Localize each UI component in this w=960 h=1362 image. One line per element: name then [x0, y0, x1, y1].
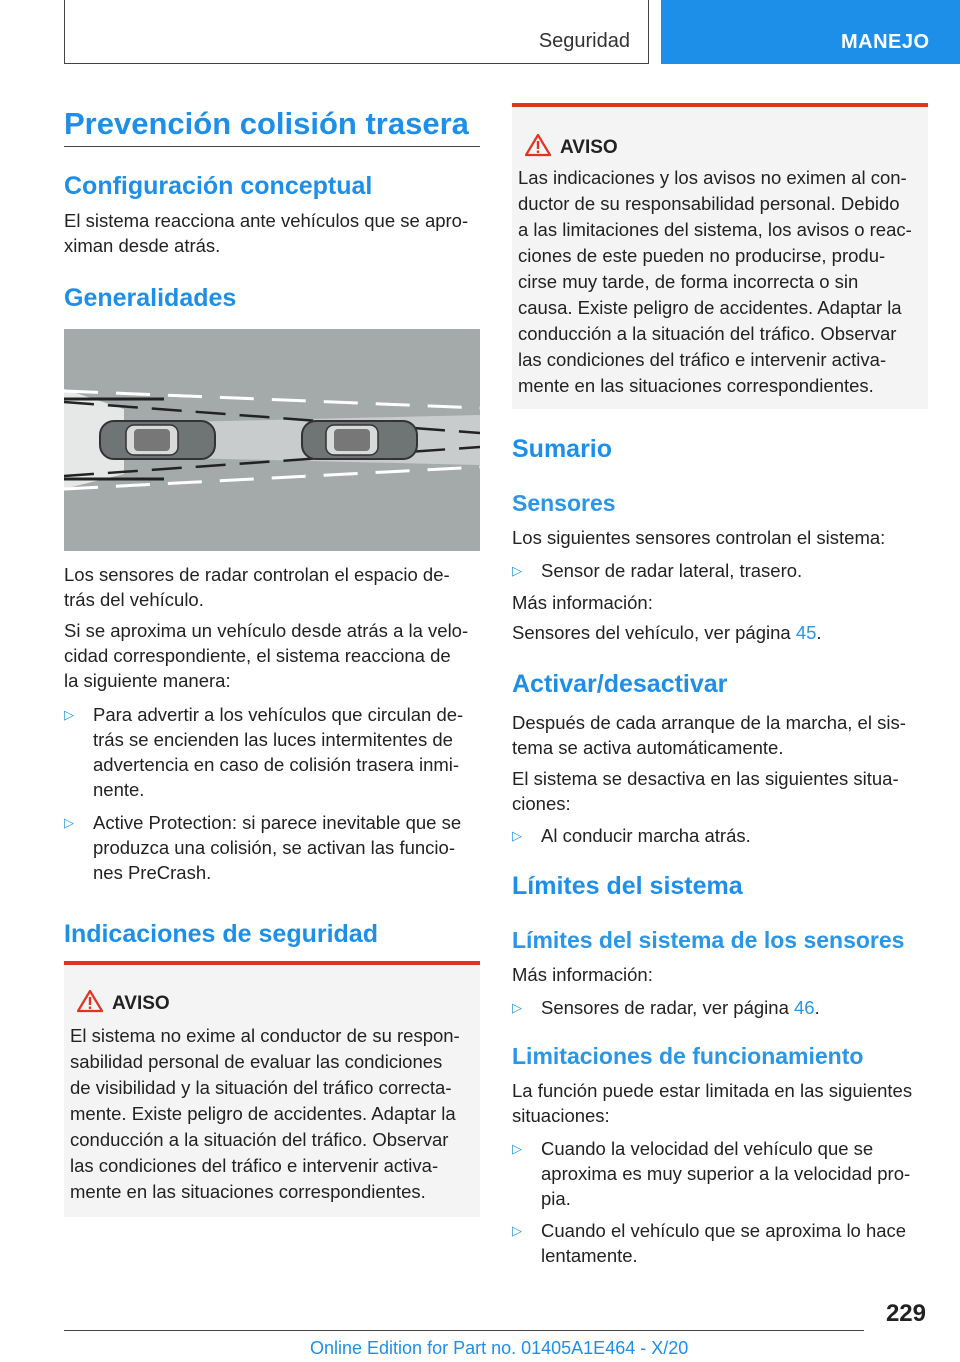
warning-title: AVISO: [560, 137, 618, 158]
list-item-line: pia.: [541, 1188, 571, 1209]
title-rule: [64, 146, 480, 147]
heading-summary: Sumario: [512, 435, 613, 463]
limits-more: Más información:: [512, 964, 653, 985]
list-item-line: Para advertir a los vehículos que circulan de-: [93, 704, 464, 725]
warning-line: ductor de su responsabilidad personal. Debido: [518, 193, 900, 214]
warning-line: causa. Existe peligro de accidentes. Adaptar la: [518, 297, 902, 318]
heading-safety: Indicaciones de seguridad: [64, 920, 378, 948]
radar-illustration: [64, 329, 480, 551]
concept-line-1: El sistema reacciona ante vehículos que se apro-: [64, 210, 469, 231]
reference-text: Sensores de radar, ver página: [541, 997, 794, 1018]
warning-line: mente en las situaciones correspondientes.: [518, 375, 874, 396]
activate-p2-line-1: El sistema se desactiva en las siguientes situa-: [512, 768, 899, 789]
warning-line: mente en las situaciones correspondientes.: [70, 1181, 426, 1202]
list-item-line: Cuando el vehículo que se aproxima lo hace: [541, 1220, 907, 1241]
bullet-triangle-icon: ▷: [512, 1141, 522, 1156]
header-tab-manejo[interactable]: MANEJO: [661, 0, 960, 64]
radar-illustration-svg: [64, 329, 480, 551]
warning-title: AVISO: [112, 993, 170, 1014]
list-item-line: Active Protection: si parece inevitable que se: [93, 812, 462, 833]
warning-line: Las indicaciones y los avisos no eximen al con-: [518, 167, 907, 188]
warning-line: ciones de este pueden no producirse, produ-: [518, 245, 886, 266]
list-item-line: Al conducir marcha atrás.: [541, 825, 751, 846]
list-item-line: nes PreCrash.: [93, 862, 212, 883]
warning-line: cirse muy tarde, de forma incorrecta o sin: [518, 271, 859, 292]
para2-line-2: cidad correspondiente, el sistema reacciona de: [64, 645, 451, 666]
warning-triangle-icon: [524, 133, 552, 157]
warning-line: las condiciones del tráfico e intervenir activa-: [70, 1155, 439, 1176]
heading-sensors: Sensores: [512, 490, 616, 516]
list-item-line: Sensor de radar lateral, trasero.: [541, 560, 803, 581]
warning-line: conducción a la situación del tráfico. Observar: [518, 323, 897, 344]
warning-line: sabilidad personal de evaluar las condiciones: [70, 1051, 443, 1072]
page-title: Prevención colisión trasera: [64, 106, 469, 141]
bullet-triangle-icon: ▷: [512, 1000, 522, 1015]
footer-edition: Online Edition for Part no. 01405A1E464 - X/20: [310, 1338, 689, 1358]
sensors-reference: [512, 620, 822, 646]
para2-line-1: Si se aproxima un vehículo desde atrás a la velo-: [64, 620, 469, 641]
page-link-46[interactable]: 46: [794, 997, 815, 1018]
list-item-line: Cuando la velocidad del vehículo que se: [541, 1138, 874, 1159]
activate-p1-line-2: tema se activa automáticamente.: [512, 737, 784, 758]
warning-box-left: [64, 961, 480, 1217]
rear-car: [100, 421, 215, 459]
heading-activate: Activar/desactivar: [512, 670, 728, 698]
limits-p-line-2: situaciones:: [512, 1105, 610, 1126]
list-item-line: nente.: [93, 779, 145, 800]
warning-line: El sistema no exime al conductor de su respon-: [70, 1025, 460, 1046]
para1-line-1: Los sensores de radar controlan el espacio de-: [64, 564, 450, 585]
reference-end: .: [816, 622, 822, 643]
footer-rule: [64, 1330, 864, 1331]
sensors-more: Más información:: [512, 592, 653, 613]
warning-line: conducción a la situación del tráfico. Observar: [70, 1129, 449, 1150]
heading-limits: Límites del sistema: [512, 872, 743, 900]
list-item-line: aproxima es muy superior a la velocidad pro-: [541, 1163, 911, 1184]
heading-function-limits: Limitaciones de funcionamiento: [512, 1043, 864, 1069]
reference-end: .: [814, 997, 820, 1018]
list-item-line: advertencia en caso de colisión trasera inmi-: [93, 754, 460, 775]
activate-p2-line-2: ciones:: [512, 793, 571, 814]
list-item-line: trás se encienden las luces intermitentes de: [93, 729, 453, 750]
warning-line: a las limitaciones del sistema, los avisos o reac-: [518, 219, 912, 240]
list-item-line: lentamente.: [541, 1245, 638, 1266]
heading-concept: Configuración conceptual: [64, 172, 373, 200]
bullet-triangle-icon: ▷: [64, 707, 74, 722]
bullet-triangle-icon: ▷: [64, 815, 74, 830]
warning-triangle-icon: [76, 989, 104, 1013]
approaching-car: [302, 421, 417, 459]
bullet-triangle-icon: ▷: [512, 828, 522, 843]
limits-p-line-1: La función puede estar limitada en las siguientes: [512, 1080, 913, 1101]
header-section: Seguridad: [538, 30, 630, 52]
list-item-line: produzca una colisión, se activan las funcio-: [93, 837, 455, 858]
concept-line-2: ximan desde atrás.: [64, 235, 221, 256]
warning-line: mente. Existe peligro de accidentes. Adaptar la: [70, 1103, 456, 1124]
bullet-triangle-icon: ▷: [512, 563, 522, 578]
heading-sensor-limits: Límites del sistema de los sensores: [512, 927, 905, 953]
page-link-45[interactable]: 45: [795, 622, 817, 643]
para2-line-3: la siguiente manera:: [64, 670, 231, 691]
bullet-triangle-icon: ▷: [512, 1223, 522, 1238]
warning-line: de visibilidad y la situación del tráfico correcta-: [70, 1077, 452, 1098]
warning-line: las condiciones del tráfico e intervenir activa-: [518, 349, 887, 370]
list-item-line: [541, 995, 820, 1021]
activate-p1-line-1: Después de cada arranque de la marcha, el sis-: [512, 712, 906, 733]
para1-line-2: trás del vehículo.: [64, 589, 204, 610]
heading-general: Generalidades: [64, 284, 237, 312]
reference-text: Sensores del vehículo, ver página: [512, 622, 796, 643]
warning-box-right: [512, 103, 928, 409]
page-number: 229: [885, 1300, 926, 1327]
header-section-box: [64, 0, 649, 64]
sensors-intro: Los siguientes sensores controlan el sistema:: [512, 527, 886, 548]
